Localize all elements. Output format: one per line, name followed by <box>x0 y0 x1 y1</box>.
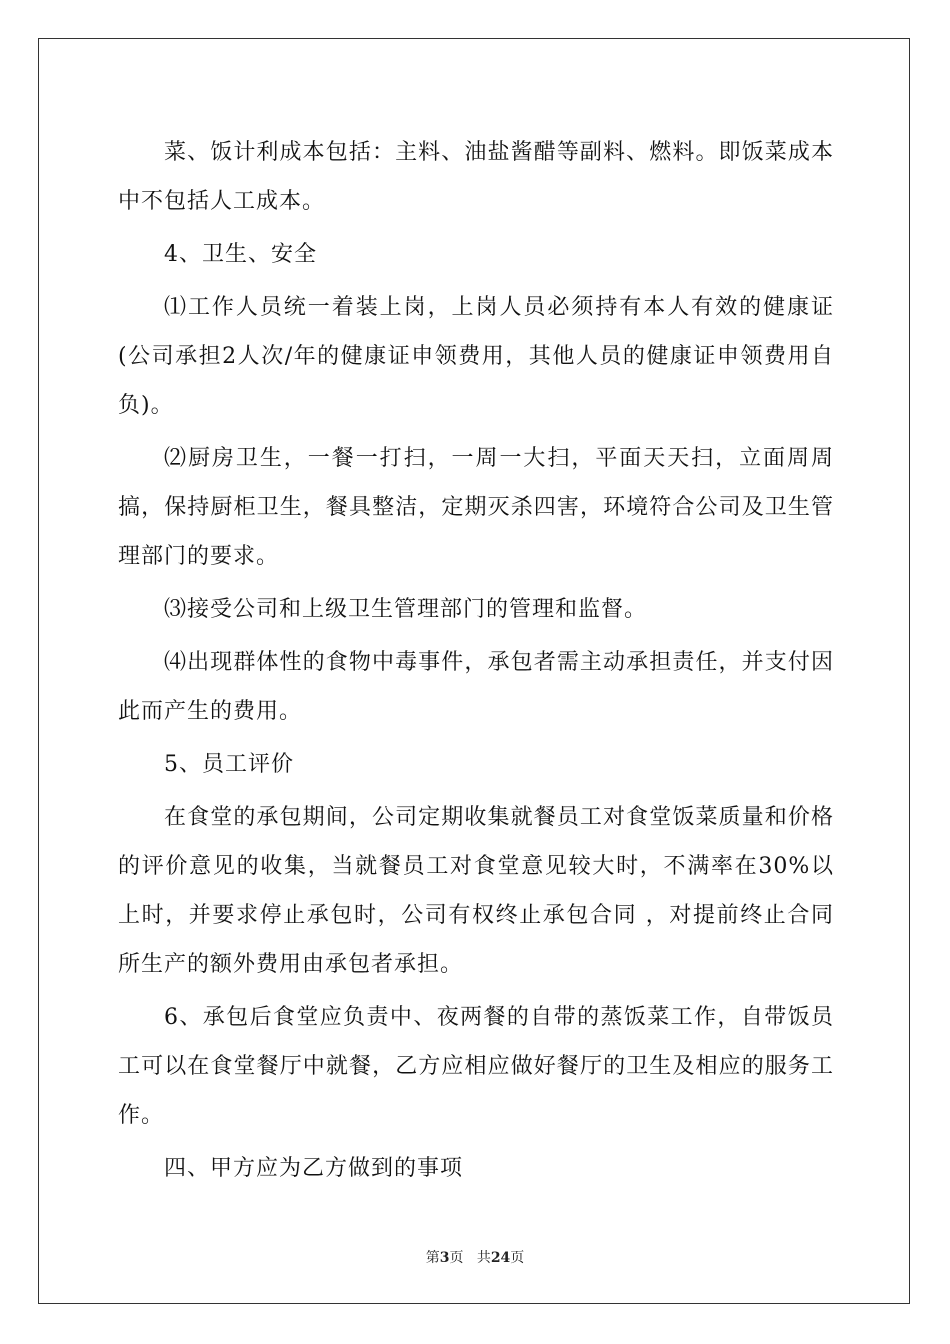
paragraph-item-1: ⑴工作人员统一着装上岗，上岗人员必须持有本人有效的健康证(公司承担2人次/年的健康证申领费用，其他人员的健康证申领费用自负)。 <box>118 295 834 418</box>
heading-hygiene-safety: 4、卫生、安全 <box>164 242 317 267</box>
page-label-prefix: 第 <box>425 1250 440 1266</box>
document-body <box>118 128 834 1197</box>
total-suffix: 页 <box>510 1250 525 1266</box>
page-footer <box>0 1247 950 1267</box>
heading-section-four: 四、甲方应为乙方做到的事项 <box>164 1156 464 1181</box>
paragraph-evaluation: 在食堂的承包期间，公司定期收集就餐员工对食堂饭菜质量和价格的评价意见的收集，当就餐员工对食堂意见较大时，不满率在30%以上时，并要求停止承包时，公司有权终止承包合同 ，对提前终止合同所生产的额外费用由承包者承担。 <box>118 805 834 977</box>
paragraph-cost: 菜、饭计利成本包括：主料、油盐酱醋等副料、燃料。即饭菜成本中不包括人工成本。 <box>118 140 834 214</box>
total-pages: 24 <box>490 1250 511 1266</box>
paragraph-item-4: ⑷出现群体性的食物中毒事件，承包者需主动承担责任，并支付因此而产生的费用。 <box>118 650 834 724</box>
page-number: 3 <box>439 1250 450 1266</box>
total-prefix: 共 <box>476 1250 491 1266</box>
page-label-suffix: 页 <box>449 1250 464 1266</box>
paragraph-item-2: ⑵厨房卫生，一餐一打扫，一周一大扫，平面天天扫，立面周周搞，保持厨柜卫生，餐具整洁，定期灭杀四害，环境符合公司及卫生管理部门的要求。 <box>118 446 834 569</box>
paragraph-item-3: ⑶接受公司和上级卫生管理部门的管理和监督。 <box>164 597 648 622</box>
paragraph-item-6: 6、承包后食堂应负责中、夜两餐的自带的蒸饭菜工作，自带饭员工可以在食堂餐厅中就餐，乙方应相应做好餐厅的卫生及相应的服务工作。 <box>118 1005 834 1128</box>
heading-employee-evaluation: 5、员工评价 <box>164 752 294 777</box>
